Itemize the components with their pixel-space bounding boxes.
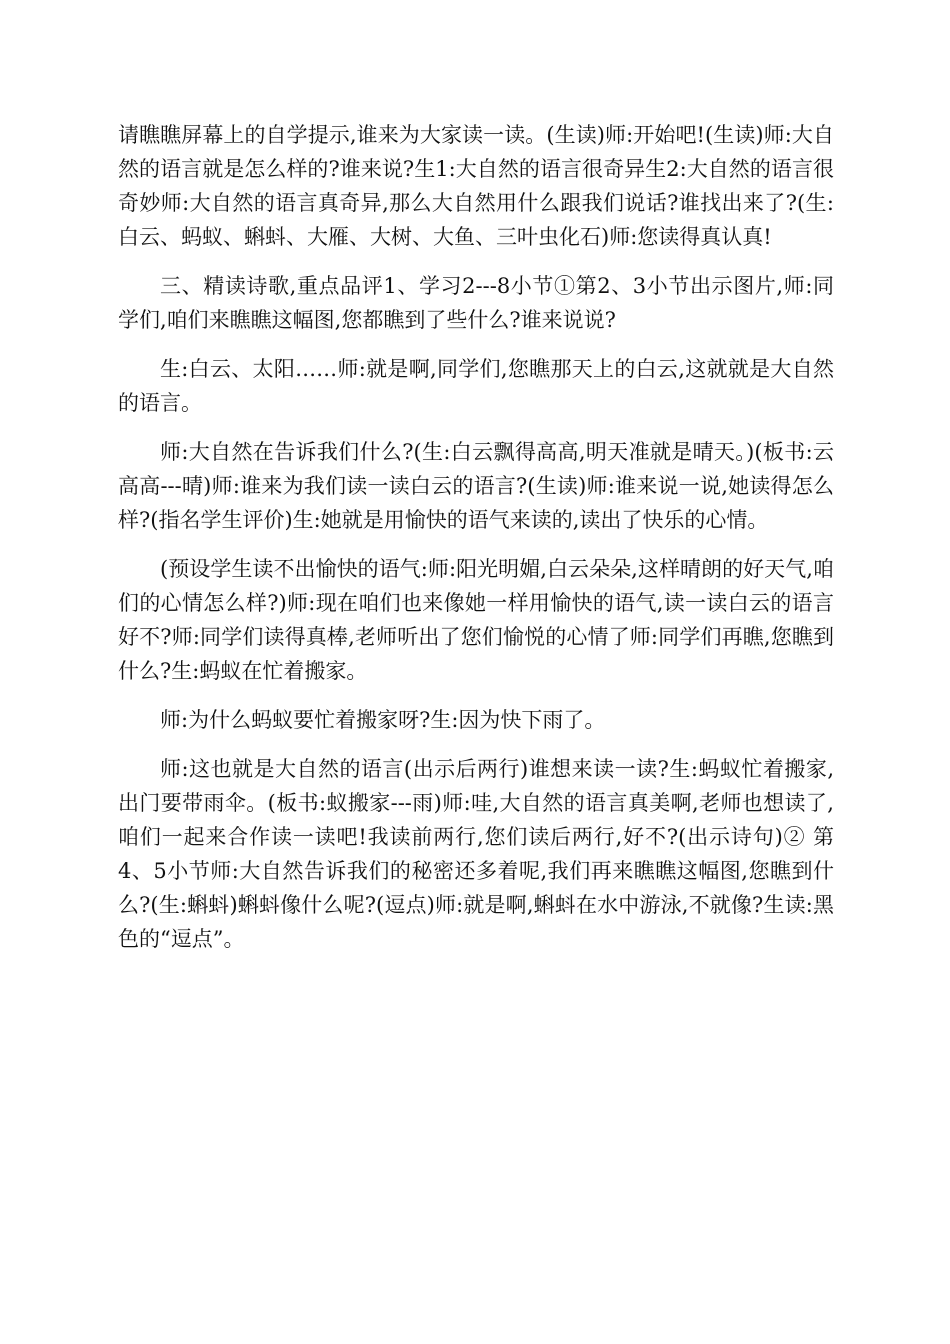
paragraph-7: 师:这也就是大自然的语言(出示后两行)谁想来读一读?生:蚂蚁忙着搬家,出门要带雨伞。(板书:蚁搬家---雨)师:哇,大自然的语言真美啊,老师也想读了,咱们一起来合作读一读吧!我读前两行,您们读后两行,好不?(出示诗句)② 第4、5小节师:大自然告诉我们的秘密还多着呢,我们再来瞧瞧这幅图,您瞧到什么?(生:蝌蚪)蝌蚪像什么呢?(逗点)师:就是啊,蝌蚪在水中游泳,不就像?生读:黑色的“逗点”。 [118, 757, 834, 951]
paragraph-4: 师:大自然在告诉我们什么?(生:白云飘得高高,明天准就是晴天。)(板书:云高高---晴)师:谁来为我们读一读白云的语言?(生读)师:谁来说一说,她读得怎么样?(指名学生评价)生:她就是用愉快的语气来读的,读出了快乐的心情。 [118, 440, 834, 532]
paragraph-6: 师:为什么蚂蚁要忙着搬家呀?生:因为快下雨了。 [160, 708, 606, 732]
paragraph-1: 请瞧瞧屏幕上的自学提示,谁来为大家读一读。(生读)师:开始吧!(生读)师:大自然的语言就是怎么样的?谁来说?生1:大自然的语言很奇异生2:大自然的语言很奇妙师:大自然的语言真奇异,那么大自然用什么跟我们说话?谁找出来了?(生:白云、蚂蚁、蝌蚪、大雁、大树、大鱼、三叶虫化石)师:您读得真认真! [118, 123, 834, 249]
paragraph-3: 生:白云、太阳……师:就是啊,同学们,您瞧那天上的白云,这就就是大自然的语言。 [118, 357, 834, 415]
document-body [118, 118, 834, 971]
paragraph-5: (预设学生读不出愉快的语气:师:阳光明媚,白云朵朵,这样晴朗的好天气,咱们的心情怎么样?)师:现在咱们也来像她一样用愉快的语气,读一读白云的语言好不?师:同学们读得真棒,老师听出了您们愉悦的心情了师:同学们再瞧,您瞧到什么?生:蚂蚁在忙着搬家。 [118, 557, 834, 683]
paragraph-2: 三、精读诗歌,重点品评1、学习2---8小节①第2、3小节出示图片,师:同学们,咱们来瞧瞧这幅图,您都瞧到了些什么?谁来说说? [118, 274, 834, 332]
